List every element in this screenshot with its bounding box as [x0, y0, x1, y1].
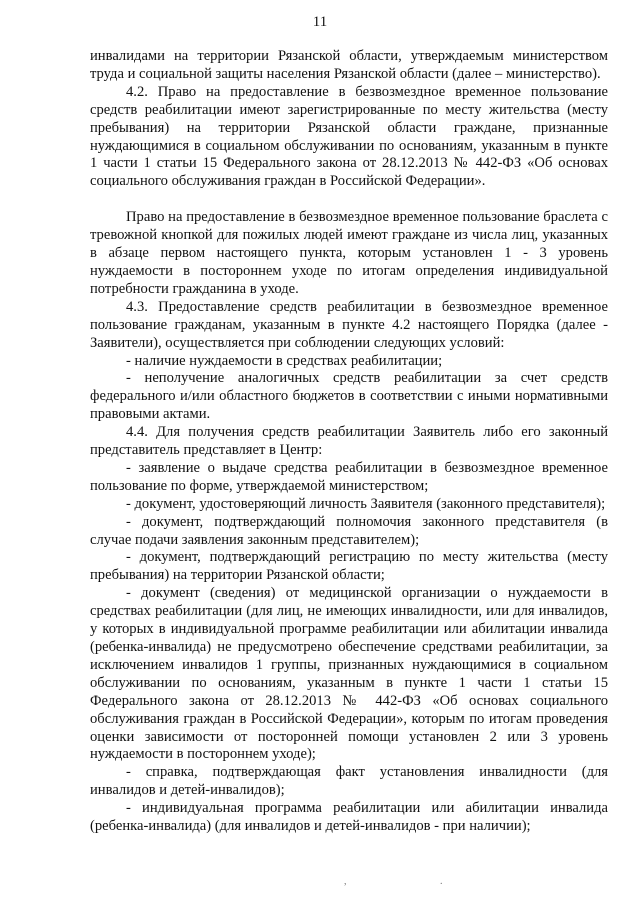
document-list-item: - документ (сведения) от медицинской организации о нуждаемости в средствах реабилитации (для лиц, не имеющих инвалидности, или для инвалидов, у которых в индивидуальной программе реабилитации или абилитации инвалида (ребенка-инвалида) не предусмотрено обеспечение средствами реабилитации, за исключением инвалидов 1 группы, признанных нуждающимися в социальном обслуживании по основаниям, указанным в пункте 1 части 1 статьи 15 Федерального закона от 28.12.2013 № 442-ФЗ «Об основах социального обслуживания граждан в Российской Федерации», которым по итогам проведения оценки зависимости от посторонней помощи установлен 2 или 3 уровень нуждаемости в постороннем уходе); [90, 585, 608, 763]
paragraph-bracelet-right: Право на предоставление в безвозмездное временное пользование браслета с тревожной кнопкой для пожилых людей имеют граждане из числа лиц, указанных в абзаце первом настоящего пункта, которым установлен 1 - 3 уровень нуждаемости в постороннем уходе по итогам определения индивидуальной потребности гражданина в уходе. [90, 209, 608, 297]
document-body [90, 48, 608, 836]
paragraph-4-2: 4.2. Право на предоставление в безвозмездное временное пользование средств реабилитации имеют зарегистрированные по месту жительства (месту пребывания) на территории Рязанской области граждане, признанные нуждающимися в социальном обслуживании по основаниям, указанным в пункте 1 части 1 статьи 15 Федерального закона от 28.12.2013 № 442-ФЗ «Об основах социального обслуживания граждан в Российской Федерации». [90, 83, 608, 190]
page-number: 11 [312, 14, 328, 30]
document-list-item: - заявление о выдаче средства реабилитации в безвозмездное временное пользование по форме, утверждаемой министерством; [90, 459, 608, 494]
document-list-item: - документ, подтверждающий полномочия законного представителя (в случае подачи заявления законным представителем); [90, 513, 608, 548]
document-list-item: - индивидуальная программа реабилитации или абилитации инвалида (ребенка-инвалида) (для инвалидов и детей-инвалидов - при наличии); [90, 800, 608, 835]
document-list-item: - документ, удостоверяющий личность Заявителя (законного представителя); [126, 495, 606, 512]
document-list-item: - документ, подтверждающий регистрацию по месту жительства (месту пребывания) на территории Рязанской области; [90, 549, 608, 584]
document-list-item: - справка, подтверждающая факт установления инвалидности (для инвалидов и детей-инвалидов); [90, 764, 608, 799]
paragraph-4-3: 4.3. Предоставление средств реабилитации в безвозмездное временное пользование гражданам, указанным в пункте 4.2 настоящего Порядка (далее - Заявители), осуществляется при соблюдении следующих условий: [90, 298, 608, 351]
scan-mark: , [344, 876, 347, 887]
condition-item: - неполучение аналогичных средств реабилитации за счет средств федерального и/или областного бюджетов в соответствии с иными нормативными правовыми актами. [90, 370, 608, 423]
paragraph-4-4: 4.4. Для получения средств реабилитации Заявитель либо его законный представитель представляет в Центр: [90, 424, 608, 459]
paragraph-continuation: инвалидами на территории Рязанской области, утверждаемым министерством труда и социальной защиты населения Рязанской области (далее – министерство). [90, 48, 608, 82]
scan-mark: . [440, 876, 443, 887]
condition-item: - наличие нуждаемости в средствах реабилитации; [126, 352, 443, 369]
